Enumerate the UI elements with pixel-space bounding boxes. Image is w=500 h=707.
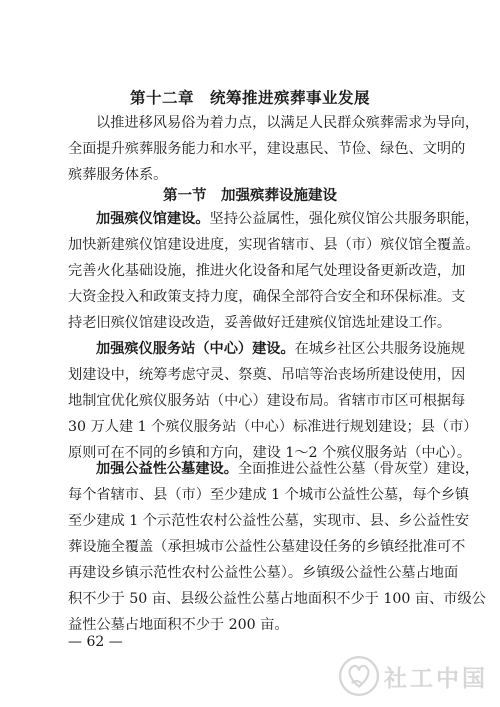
intro-line: 全面提升殡葬服务能力和水平，建设惠民、节俭、绿色、文明的 — [68, 141, 466, 157]
paragraph-line: 至少建成 1 个示范性农村公益性公墓，实现市、县、乡公益性安 — [68, 513, 470, 529]
watermark — [338, 653, 490, 699]
intro-line: 殡葬服务体系。 — [68, 167, 168, 183]
paragraph-funeral-home — [68, 206, 480, 336]
paragraph-line: 益性公墓占地面积不少于 200 亩。 — [68, 617, 289, 633]
paragraph-line: 积不少于 50 亩、县级公益性公墓占地面积不少于 100 亩、市级公 — [68, 591, 486, 607]
paragraph-line: 每个省辖市、县（市）至少建成 1 个城市公益性公墓，每个乡镇 — [68, 487, 470, 503]
heart-leaf-logo-icon — [338, 655, 380, 697]
intro-paragraph — [68, 110, 480, 188]
paragraph-lead: 加强殡仪服务站（中心）建设。 — [96, 341, 295, 357]
paragraph-line: 葬设施全覆盖（承担城市公益性公墓建设任务的乡镇经批准可不 — [68, 539, 466, 555]
paragraph-text: 在城乡社区公共服务设施规 — [294, 341, 465, 357]
watermark-text: 社工中国 — [384, 665, 488, 692]
paragraph-line — [68, 206, 480, 232]
chapter-title: 第十二章 统筹推进殡葬事业发展 — [129, 89, 370, 107]
paragraph-line: 原则可在不同的乡镇和方向，建设 1～2 个殡仪服务站（中心）。 — [68, 445, 472, 461]
page-number: — 62 — — [68, 634, 123, 650]
paragraph-line: 30 万人建 1 个殡仪服务站（中心）标准进行规划建设；县（市） — [68, 419, 478, 435]
paragraph-service-station — [68, 336, 478, 466]
paragraph-line: 大资金投入和政策支持力度，确保全部符合安全和环保标准。支 — [68, 289, 466, 305]
paragraph-lead: 加强公益性公墓建设。 — [96, 461, 238, 477]
paragraph-line: 地制宜优化殡仪服务站（中心）建设布局。省辖市市区可根据每 — [68, 393, 466, 409]
paragraph-text: 全面推进公益性公墓（骨灰堂）建设， — [237, 461, 480, 477]
paragraph-text: 坚持公益属性，强化殡仪馆公共服务职能， — [209, 211, 480, 227]
paragraph-line: 再建设乡镇示范性农村公益性公墓）。乡镇级公益性公墓占地面 — [68, 565, 459, 581]
paragraph-public-cemetery — [68, 456, 486, 638]
paragraph-line: 加快新建殡仪馆建设进度，实现省辖市、县（市）殡仪馆全覆盖。 — [68, 237, 480, 253]
section-title: 第一节 加强殡葬设施建设 — [163, 188, 337, 204]
paragraph-line — [68, 336, 465, 362]
intro-line: 以推进移风易俗为着力点，以满足人民群众殡葬需求为导向， — [96, 115, 480, 131]
paragraph-line — [68, 456, 480, 482]
paragraph-line: 持老旧殡仪馆建设改造，妥善做好迁建殡仪馆选址建设工作。 — [68, 315, 452, 331]
paragraph-line: 完善火化基础设施，推进火化设备和尾气处理设备更新改造，加 — [68, 263, 466, 279]
paragraph-line: 划建设中，统筹考虑守灵、祭奠、吊唁等治丧场所建设使用，因 — [68, 367, 466, 383]
paragraph-lead: 加强殡仪馆建设。 — [96, 211, 210, 227]
